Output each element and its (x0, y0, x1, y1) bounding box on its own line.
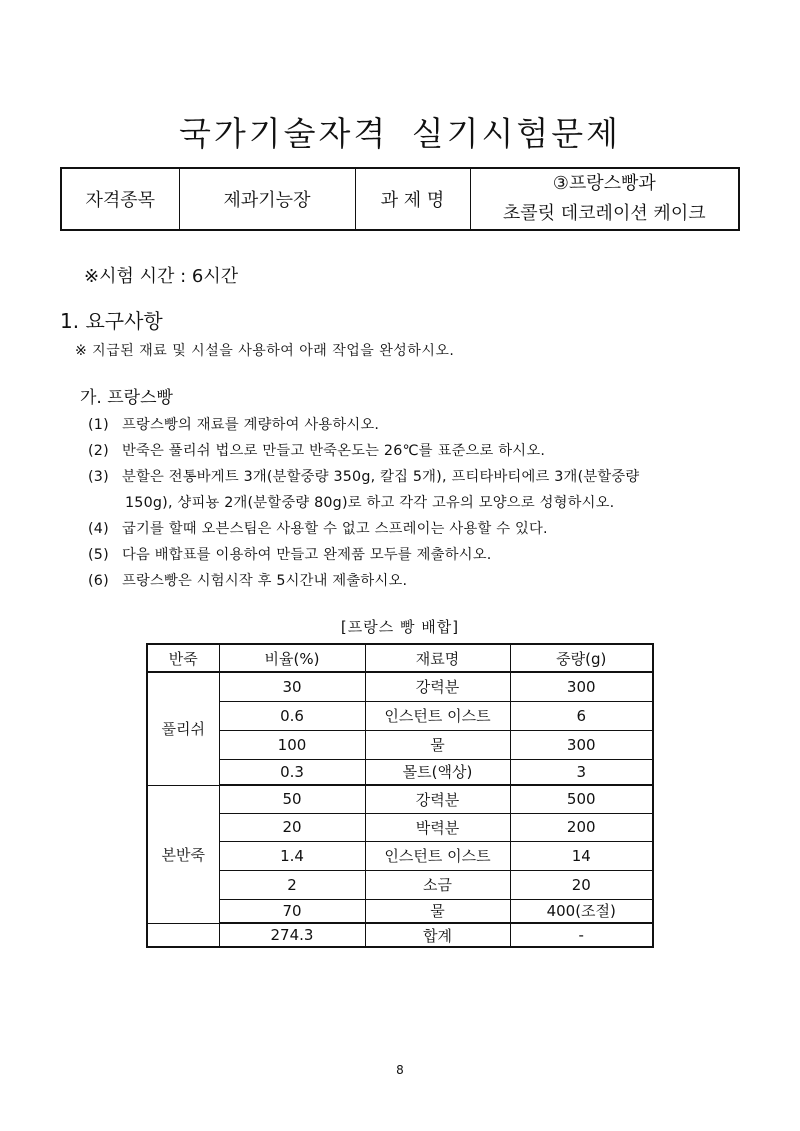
ratio-cell: 20 (219, 813, 365, 841)
column-header: 중량(g) (510, 644, 653, 672)
weight-cell: 6 (510, 701, 653, 730)
recipe-table (146, 643, 654, 948)
requirement-text: 분할은 전통바게트 3개(분할중량 350g, 칼집 5개), 프티타바티에르 3개(분할중량 (122, 469, 640, 485)
table-row (147, 730, 653, 759)
requirement-item (88, 440, 545, 460)
weight-cell: 400(조절) (510, 899, 653, 923)
ratio-cell: 2 (219, 870, 365, 899)
column-header: 재료명 (365, 644, 510, 672)
ingredient-cell: 박력분 (365, 813, 510, 841)
ingredient-cell: 인스턴트 이스트 (365, 841, 510, 870)
requirement-number: (4) (88, 521, 109, 537)
column-header: 비율(%) (219, 644, 365, 672)
weight-cell: 500 (510, 785, 653, 813)
requirement-text: 프랑스빵의 재료를 계량하여 사용하시오. (122, 417, 380, 433)
requirement-number: (3) (88, 469, 109, 485)
ratio-cell: 100 (219, 730, 365, 759)
requirement-continuation: 150g), 샹피뇽 2개(분할중량 80g)로 하고 각각 고유의 모양으로 성형하시오. (125, 495, 615, 511)
table-caption: [프랑스 빵 배합] (340, 618, 460, 636)
table-row (147, 841, 653, 870)
task-name-line1: ③프랑스빵과 (552, 173, 656, 194)
requirement-item (88, 518, 548, 538)
table-row (147, 785, 653, 813)
total-row (147, 923, 653, 947)
table-row (147, 899, 653, 923)
ratio-cell: 50 (219, 785, 365, 813)
requirement-number: (1) (88, 417, 109, 433)
ratio-cell: 70 (219, 899, 365, 923)
table-row (147, 813, 653, 841)
ingredient-cell: 소금 (365, 870, 510, 899)
ingredient-cell: 강력분 (365, 785, 510, 813)
requirement-number: (2) (88, 443, 109, 459)
subsection-heading: 가. 프랑스빵 (80, 388, 173, 408)
requirement-text: 프랑스빵은 시험시작 후 5시간내 제출하시오. (122, 573, 408, 589)
exam-info-table (60, 167, 740, 231)
requirement-text: 반죽은 풀리쉬 법으로 만들고 반죽온도는 26℃를 표준으로 하시오. (122, 443, 546, 459)
requirement-item (88, 466, 639, 486)
table-row (147, 672, 653, 701)
weight-cell: 200 (510, 813, 653, 841)
requirement-number: (6) (88, 573, 109, 589)
ratio-cell: 30 (219, 672, 365, 701)
total-ratio: 274.3 (219, 923, 365, 947)
weight-cell: 14 (510, 841, 653, 870)
total-weight: - (510, 923, 653, 947)
task-name-label: 과 제 명 (355, 168, 470, 230)
group-name: 풀리쉬 (147, 672, 219, 785)
requirement-text: 굽기를 할때 오븐스팀은 사용할 수 없고 스프레이는 사용할 수 있다. (122, 521, 548, 537)
group-name: 본반죽 (147, 785, 219, 923)
page-number: 8 (396, 1063, 404, 1077)
qualification-label: 자격종목 (61, 168, 179, 230)
weight-cell: 3 (510, 759, 653, 785)
total-group-cell (147, 923, 219, 947)
requirement-text: 다음 배합표를 이용하여 만들고 완제품 모두를 제출하시오. (122, 547, 492, 563)
requirement-item (88, 570, 407, 590)
table-row (147, 701, 653, 730)
ingredient-cell: 몰트(액상) (365, 759, 510, 785)
ingredient-cell: 인스턴트 이스트 (365, 701, 510, 730)
weight-cell: 300 (510, 672, 653, 701)
section-heading: 1. 요구사항 (60, 309, 163, 333)
ratio-cell: 0.6 (219, 701, 365, 730)
column-header: 반죽 (147, 644, 219, 672)
weight-cell: 300 (510, 730, 653, 759)
ingredient-cell: 물 (365, 730, 510, 759)
ingredient-cell: 물 (365, 899, 510, 923)
ingredient-cell: 강력분 (365, 672, 510, 701)
task-name-value (470, 168, 739, 230)
table-header-row (147, 644, 653, 672)
exam-time: ※시험 시간 : 6시간 (84, 266, 239, 287)
weight-cell: 20 (510, 870, 653, 899)
qualification-value: 제과기능장 (179, 168, 355, 230)
ratio-cell: 0.3 (219, 759, 365, 785)
requirement-number: (5) (88, 547, 109, 563)
page-title: 국가기술자격 실기시험문제 (178, 114, 622, 153)
table-row (147, 759, 653, 785)
ratio-cell: 1.4 (219, 841, 365, 870)
section-note: ※ 지급된 재료 및 시설을 사용하여 아래 작업을 완성하시오. (75, 343, 455, 359)
table-row (147, 870, 653, 899)
requirement-item (88, 544, 491, 564)
total-label: 합계 (365, 923, 510, 947)
requirement-item (88, 414, 379, 434)
task-name-line2: 초콜릿 데코레이션 케이크 (502, 203, 706, 224)
